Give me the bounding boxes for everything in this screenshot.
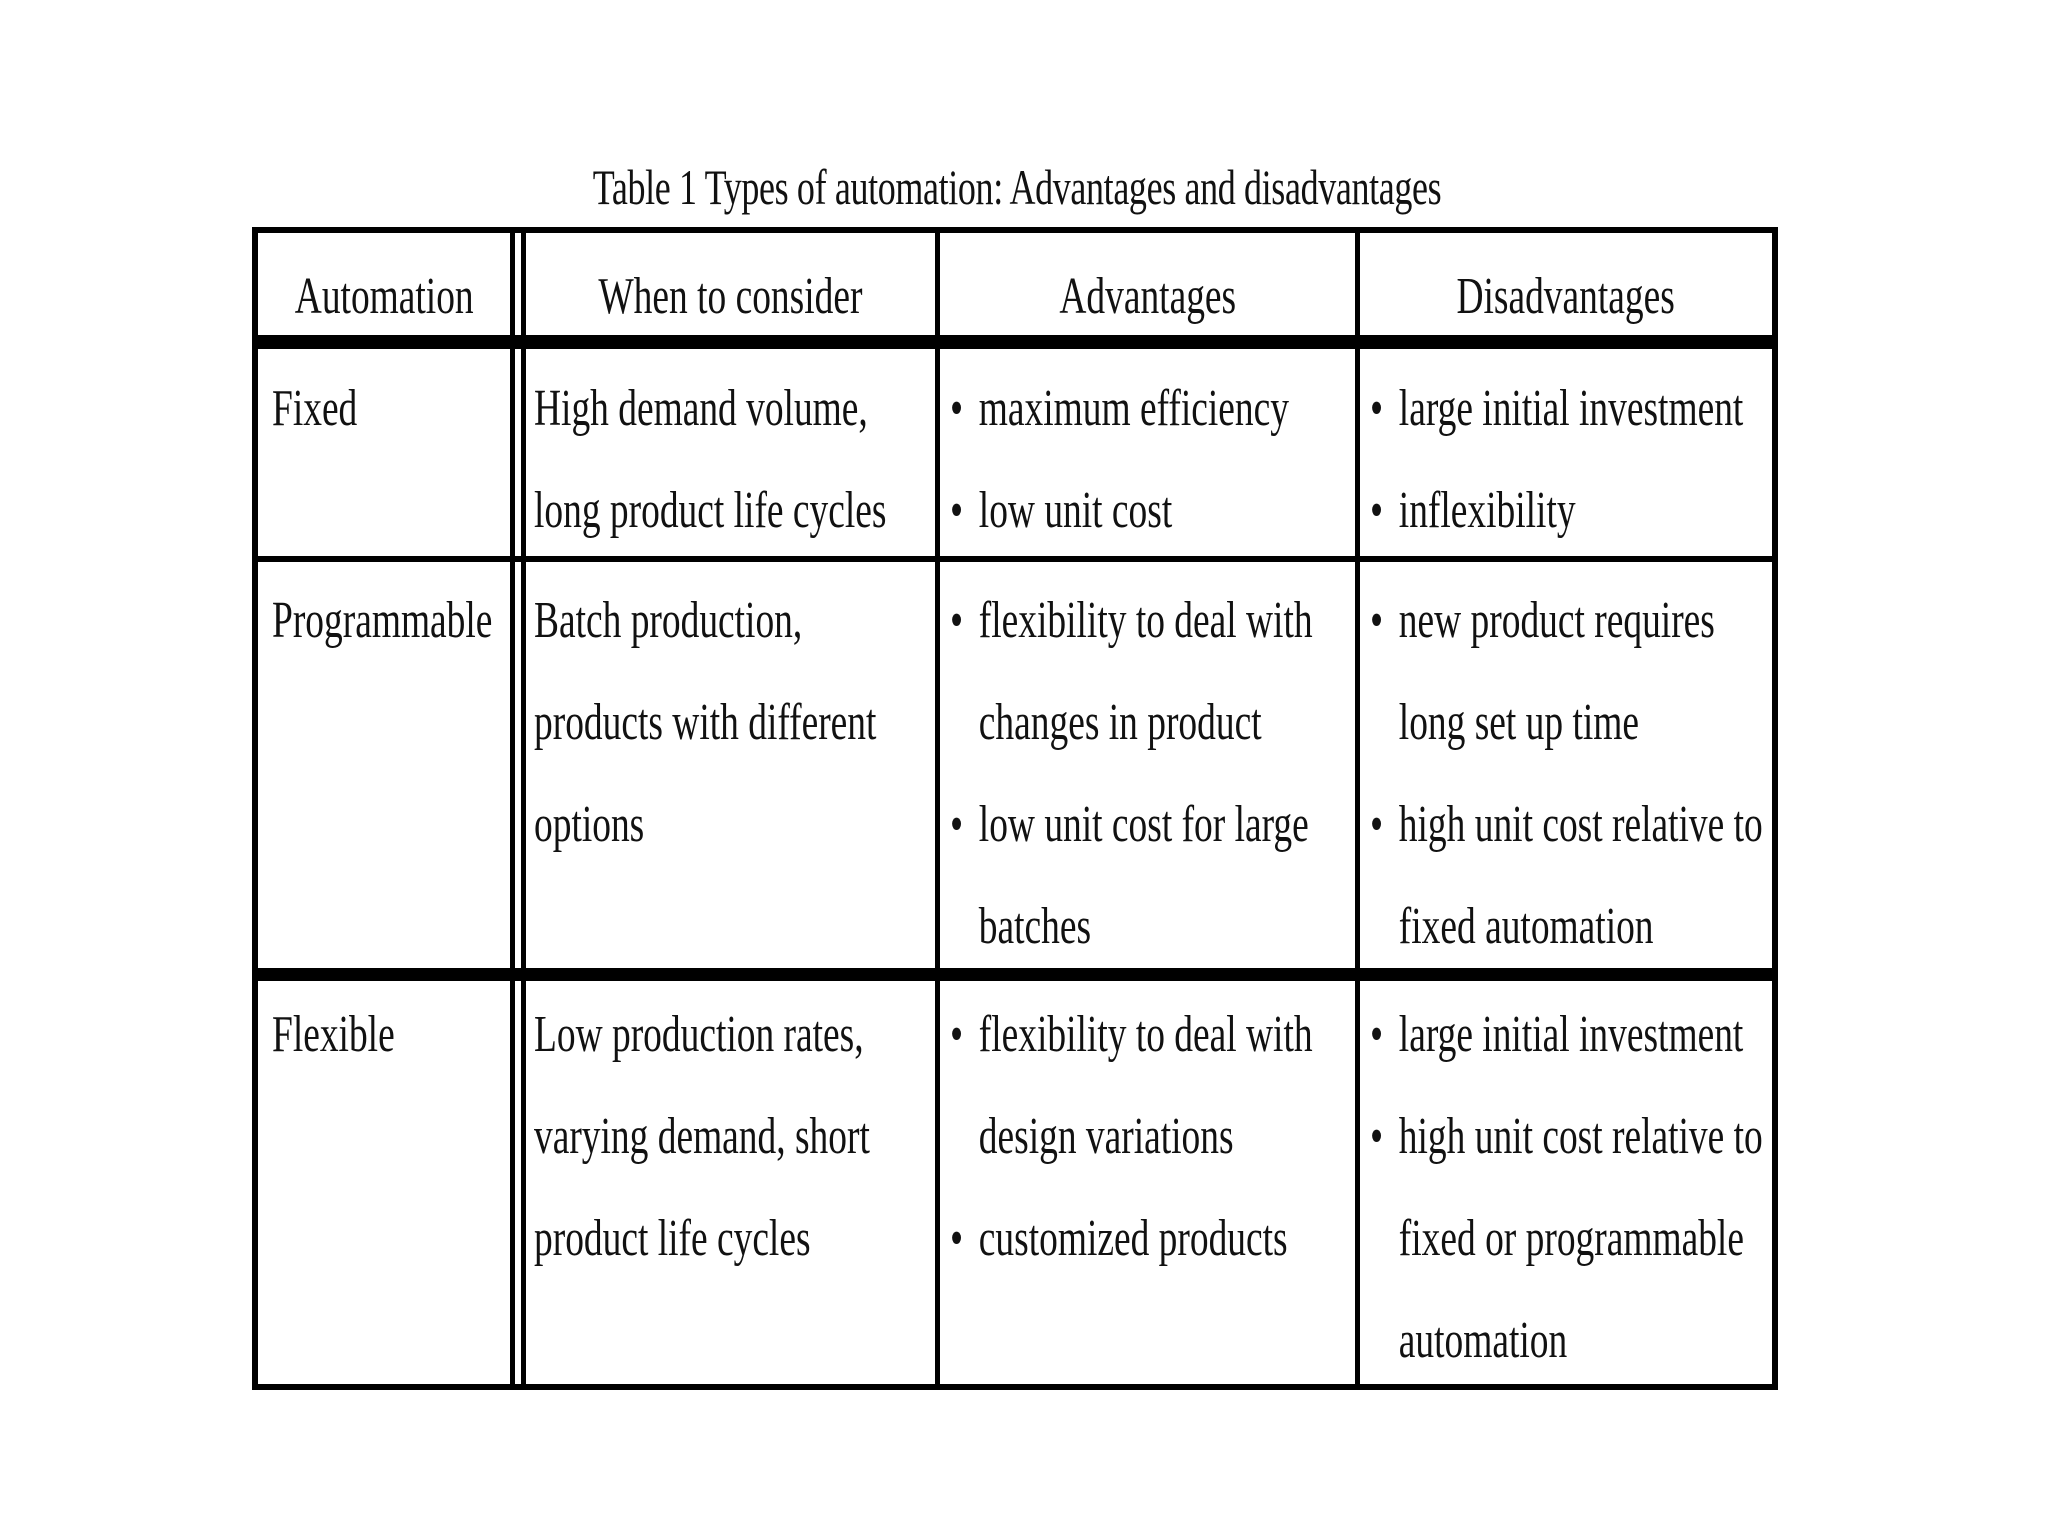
- bullet-icon: •: [950, 1210, 964, 1267]
- advantage-text: flexibility to deal with: [978, 1006, 1313, 1063]
- disadvantages-cell: [1370, 984, 1915, 1392]
- when-to-consider-text: options: [534, 796, 645, 853]
- bullet-icon: •: [1370, 380, 1384, 437]
- advantage-item: [950, 570, 1313, 672]
- when-to-consider-text: Low production rates,: [534, 1006, 864, 1063]
- automation-type-cell: [272, 358, 390, 460]
- disadvantage-item: [1370, 984, 1763, 1086]
- header-when-to-consider: When to consider: [598, 268, 863, 325]
- automation-type: Programmable: [272, 592, 493, 649]
- bullet-icon: •: [1370, 796, 1384, 853]
- disadvantage-item: [1370, 358, 1743, 460]
- bullet-icon: •: [950, 592, 964, 649]
- automation-type: Flexible: [272, 1006, 395, 1063]
- disadvantages-cell: [1370, 570, 1915, 978]
- bullet-icon: •: [950, 796, 964, 853]
- table-caption: Table 1 Types of automation: Advantages and disadvantages: [592, 159, 1442, 215]
- bullet-icon: •: [1370, 1108, 1384, 1165]
- advantage-text-continued: changes in product: [978, 694, 1262, 751]
- disadvantage-text: new product requires: [1398, 592, 1715, 649]
- bullet-icon: •: [950, 482, 964, 539]
- disadvantage-item: [1370, 570, 1763, 672]
- disadvantage-text-continued: fixed automation: [1398, 898, 1654, 955]
- disadvantage-text-continued: long set up time: [1398, 694, 1640, 751]
- advantage-text-continued: batches: [978, 898, 1092, 955]
- bullet-icon: •: [1370, 482, 1384, 539]
- disadvantage-text: high unit cost relative to: [1398, 1108, 1763, 1165]
- column-divider: [510, 227, 515, 1390]
- when-to-consider-text: High demand volume,: [534, 380, 868, 437]
- disadvantage-item: [1370, 460, 1743, 562]
- advantage-text-continued: design variations: [978, 1108, 1234, 1165]
- advantages-cell: [950, 358, 1421, 562]
- when-to-consider-text: products with different: [534, 694, 877, 751]
- advantage-text: low unit cost for large: [978, 796, 1309, 853]
- header-disadvantages: Disadvantages: [1456, 268, 1676, 325]
- advantage-text: low unit cost: [978, 482, 1173, 539]
- bullet-icon: •: [950, 1006, 964, 1063]
- advantage-text: maximum efficiency: [978, 380, 1289, 437]
- bullet-icon: •: [1370, 1006, 1384, 1063]
- header-advantages: Advantages: [1059, 268, 1236, 325]
- advantage-item: [950, 774, 1313, 876]
- when-to-consider-cell: [534, 570, 1010, 876]
- advantage-text: flexibility to deal with: [978, 592, 1313, 649]
- disadvantage-text-continued: fixed or programmable: [1398, 1210, 1744, 1267]
- disadvantages-cell: [1370, 358, 1889, 562]
- disadvantage-text: large initial investment: [1398, 1006, 1744, 1063]
- advantage-item: [950, 460, 1289, 562]
- disadvantage-text: high unit cost relative to: [1398, 796, 1763, 853]
- advantage-item: [950, 984, 1313, 1086]
- advantage-text: customized products: [978, 1210, 1288, 1267]
- when-to-consider-text: Batch production,: [534, 592, 803, 649]
- automation-type: Fixed: [272, 380, 358, 437]
- bullet-icon: •: [1370, 592, 1384, 649]
- disadvantage-text: large initial investment: [1398, 380, 1744, 437]
- when-to-consider-text: varying demand, short: [534, 1108, 870, 1165]
- when-to-consider-text: product life cycles: [534, 1210, 811, 1267]
- disadvantage-item: [1370, 1086, 1763, 1188]
- disadvantage-item: [1370, 774, 1763, 876]
- when-to-consider-text: long product life cycles: [534, 482, 887, 539]
- disadvantage-text: inflexibility: [1398, 482, 1576, 539]
- header-automation: Automation: [294, 268, 474, 325]
- automation-type-cell: [272, 984, 442, 1086]
- column-divider: [521, 227, 526, 1390]
- bullet-icon: •: [950, 380, 964, 437]
- automation-type-cell: [272, 570, 578, 672]
- advantage-item: [950, 1188, 1313, 1290]
- disadvantage-text-continued: automation: [1398, 1312, 1568, 1369]
- when-to-consider-cell: [534, 984, 1000, 1290]
- advantage-item: [950, 358, 1289, 460]
